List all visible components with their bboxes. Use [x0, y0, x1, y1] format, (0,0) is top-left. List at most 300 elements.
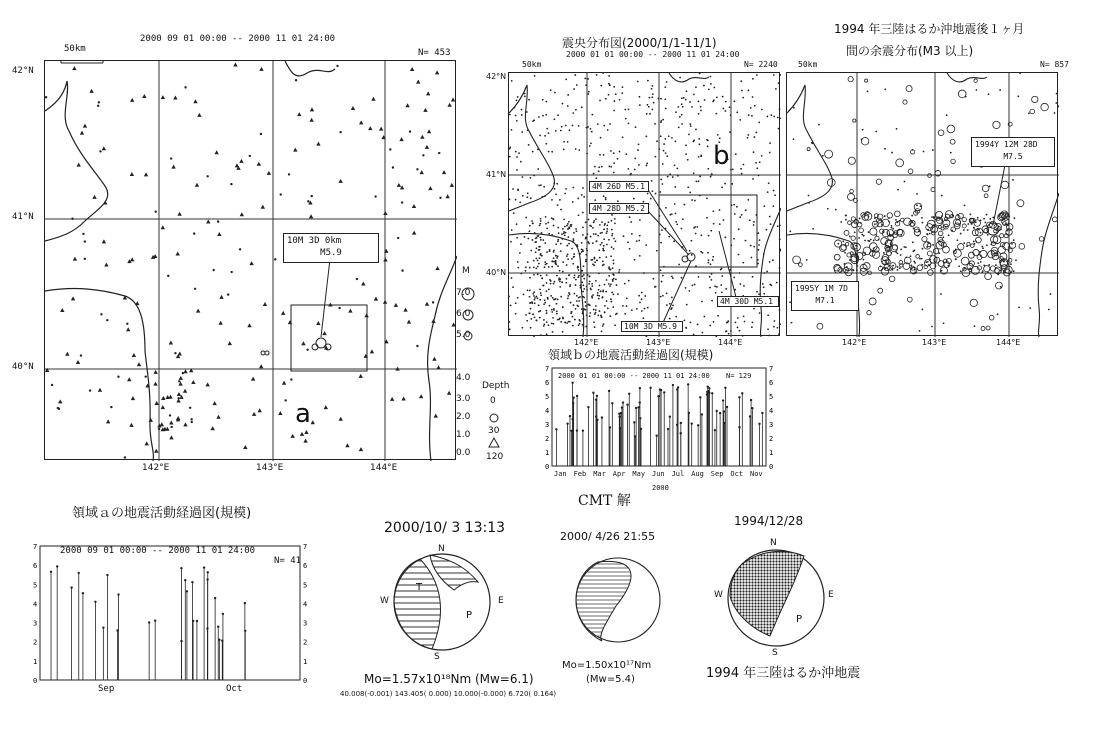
epicenter-mark	[622, 305, 624, 307]
epicenter-mark	[921, 258, 923, 260]
epicenter-mark	[651, 109, 653, 111]
epicenter-mark	[260, 133, 262, 135]
epicenter-mark	[611, 235, 613, 237]
epicenter-mark	[539, 249, 541, 251]
epicenter-mark	[339, 131, 341, 133]
event-head	[596, 395, 598, 397]
epicenter-mark	[922, 222, 924, 224]
epicenter-mark	[600, 232, 602, 234]
epicenter-mark	[758, 244, 760, 246]
epicenter-mark	[617, 293, 619, 295]
epicenter-mark	[789, 230, 791, 232]
epicenter-mark	[306, 348, 308, 350]
epicenter-mark	[662, 295, 664, 297]
epicenter-mark	[401, 397, 405, 401]
epicenter-mark	[191, 380, 195, 384]
legend-m-4: 4.0	[456, 373, 471, 383]
epicenter-mark	[725, 101, 727, 103]
epicenter-mark	[655, 286, 657, 288]
map-c-callout2-line2: M7.1	[815, 296, 835, 305]
epicenter-mark	[695, 181, 697, 183]
epicenter-mark	[661, 183, 663, 185]
epicenter-mark	[681, 277, 683, 279]
epicenter-mark	[213, 269, 215, 271]
y-tick-label: 0	[33, 677, 38, 685]
epicenter-mark	[988, 264, 990, 266]
epicenter-mark	[301, 341, 305, 345]
epicenter-mark	[521, 114, 523, 116]
epicenter-mark	[117, 375, 119, 377]
epicenter-mark	[716, 96, 718, 98]
epicenter-mark	[859, 228, 864, 233]
map-b-region-label: b	[713, 141, 730, 171]
map-c-callout1	[971, 137, 1055, 167]
epicenter-mark	[753, 151, 755, 153]
epicenter-mark	[791, 322, 793, 324]
epicenter-mark	[543, 303, 545, 305]
epicenter-mark	[553, 283, 555, 285]
epicenter-mark	[589, 315, 591, 317]
y-tick-label-right: 1	[303, 657, 308, 666]
y-tick-label: 0	[545, 463, 550, 471]
epicenter-mark	[551, 151, 553, 153]
epicenter-mark	[551, 261, 553, 263]
epicenter-mark	[627, 168, 629, 170]
epicenter-mark	[763, 205, 765, 207]
epicenter-mark	[230, 183, 232, 185]
cmt-sol2-mw: (Mw=5.4)	[586, 674, 635, 685]
epicenter-mark	[673, 240, 675, 242]
epicenter-mark	[585, 259, 587, 261]
epicenter-mark	[605, 98, 607, 100]
epicenter-mark	[579, 253, 581, 255]
epicenter-mark	[582, 291, 584, 293]
epicenter-mark	[535, 237, 537, 239]
epicenter-mark	[576, 295, 578, 297]
epicenter-mark	[687, 159, 689, 161]
epicenter-mark	[293, 148, 297, 152]
epicenter-mark	[559, 199, 561, 201]
epicenter-mark	[553, 308, 555, 310]
epicenter-mark	[747, 199, 749, 201]
epicenter-mark	[533, 336, 535, 337]
map-c-callout2-line1: 1995Y 1M 7D	[795, 284, 848, 293]
epicenter-mark	[647, 80, 649, 82]
epicenter-mark	[130, 257, 134, 261]
event-head	[56, 565, 58, 567]
epicenter-mark	[170, 157, 172, 159]
epicenter-mark	[892, 245, 897, 250]
epicenter-mark	[553, 323, 555, 325]
epicenter-mark	[598, 166, 600, 168]
epicenter-mark	[588, 219, 590, 221]
epicenter-mark	[591, 259, 593, 261]
epicenter-mark	[586, 286, 588, 288]
epicenter-mark	[969, 268, 971, 270]
epicenter-mark	[757, 263, 759, 265]
epicenter-mark	[517, 189, 519, 191]
map-b-scale-label: 50km	[522, 60, 542, 69]
epicenter-mark	[173, 96, 177, 100]
epicenter-mark	[762, 283, 764, 285]
epicenter-mark	[546, 274, 548, 276]
epicenter-mark	[848, 221, 852, 225]
epicenter-mark	[567, 228, 569, 230]
epicenter-mark	[753, 246, 755, 248]
epicenter-mark	[741, 173, 743, 175]
epicenter-mark	[606, 230, 608, 232]
map-b-box3: 4M 30D M5.1	[717, 296, 779, 307]
epicenter-mark	[610, 255, 612, 257]
cmt-sol1-p: P	[466, 610, 473, 621]
epicenter-mark	[537, 168, 539, 170]
epicenter-mark	[522, 176, 524, 178]
epicenter-mark	[530, 308, 532, 310]
epicenter-mark	[533, 291, 535, 293]
epicenter-mark	[679, 116, 681, 118]
epicenter-mark	[575, 284, 577, 286]
epicenter-mark	[695, 128, 697, 130]
epicenter-mark	[447, 391, 451, 395]
epicenter-mark	[980, 261, 982, 263]
epicenter-mark	[288, 173, 290, 175]
epicenter-mark	[651, 88, 653, 90]
y-tick-label-right: 0	[303, 677, 308, 685]
epicenter-mark	[536, 247, 538, 249]
epicenter-mark	[808, 195, 810, 197]
event-head	[582, 429, 584, 431]
epicenter-mark	[575, 279, 577, 281]
epicenter-mark	[681, 228, 683, 230]
epicenter-mark	[510, 305, 512, 307]
epicenter-mark	[698, 113, 700, 115]
epicenter-mark	[557, 114, 559, 116]
epicenter-mark	[890, 244, 892, 246]
epicenter-mark	[84, 240, 86, 242]
epicenter-mark	[212, 401, 216, 405]
epicenter-mark	[586, 250, 588, 252]
epicenter-mark	[576, 230, 578, 232]
epicenter-mark	[564, 234, 566, 236]
epicenter-mark	[685, 144, 687, 146]
epicenter-mark	[651, 180, 653, 182]
epicenter-mark	[763, 286, 765, 288]
epicenter-mark	[582, 212, 584, 214]
epicenter-mark	[659, 215, 661, 217]
epicenter-mark	[560, 243, 562, 245]
epicenter-mark	[1039, 237, 1044, 242]
epicenter-mark	[889, 235, 891, 237]
legend-depth-120: 120	[486, 452, 504, 462]
epicenter-mark	[948, 234, 950, 236]
epicenter-mark	[510, 241, 512, 243]
epicenter-mark	[1017, 95, 1019, 97]
epicenter-mark	[595, 218, 597, 220]
epicenter-mark	[555, 263, 557, 265]
epicenter-mark	[808, 202, 810, 204]
event-head	[691, 422, 693, 424]
epicenter-mark	[933, 217, 935, 219]
epicenter-mark	[606, 300, 608, 302]
epicenter-mark	[725, 236, 727, 238]
epicenter-mark	[153, 382, 157, 386]
epicenter-mark	[751, 326, 753, 328]
epicenter-mark	[730, 169, 732, 171]
epicenter-mark	[739, 119, 741, 121]
epicenter-mark	[177, 212, 181, 216]
epicenter-mark	[807, 148, 810, 151]
epicenter-mark	[756, 74, 758, 76]
epicenter-mark	[178, 351, 182, 355]
epicenter-mark	[131, 396, 135, 400]
legend-m-0: 0.0	[456, 448, 471, 458]
epicenter-mark	[867, 310, 871, 314]
epicenter-mark	[938, 231, 943, 236]
epicenter-mark	[295, 79, 297, 81]
epicenter-mark	[974, 220, 981, 227]
epicenter-mark	[706, 217, 708, 219]
epicenter-mark	[197, 113, 201, 117]
epicenter-mark	[683, 97, 685, 99]
epicenter-mark	[780, 74, 781, 76]
epicenter-mark	[524, 236, 526, 238]
epicenter-mark	[938, 252, 940, 254]
event-head	[222, 613, 224, 615]
epicenter-mark	[328, 302, 332, 306]
epicenter-mark	[921, 217, 923, 219]
epicenter-mark	[681, 123, 683, 125]
epicenter-mark	[581, 251, 583, 253]
epicenter-mark	[876, 179, 881, 184]
chart-a-month-sep: Sep	[98, 684, 115, 694]
epicenter-mark	[817, 323, 823, 329]
epicenter-mark	[196, 309, 200, 313]
epicenter-mark	[698, 138, 700, 140]
epicenter-mark	[612, 306, 614, 308]
epicenter-mark	[627, 241, 629, 243]
epicenter-mark	[1013, 270, 1015, 272]
epicenter-mark	[614, 222, 616, 224]
epicenter-mark	[614, 324, 616, 326]
epicenter-mark	[695, 265, 697, 267]
epicenter-mark	[558, 319, 560, 321]
epicenter-mark	[728, 333, 730, 335]
epicenter-mark	[605, 197, 607, 199]
epicenter-mark	[189, 407, 191, 409]
epicenter-mark	[568, 274, 570, 276]
epicenter-mark	[205, 382, 209, 386]
epicenter-mark	[714, 285, 716, 287]
epicenter-mark	[572, 187, 574, 189]
epicenter-mark	[533, 274, 535, 276]
epicenter-mark	[609, 84, 611, 86]
epicenter-mark	[677, 106, 679, 108]
epicenter-mark	[660, 242, 662, 244]
epicenter-mark	[723, 219, 725, 221]
epicenter-mark	[588, 304, 590, 306]
epicenter-mark	[431, 319, 435, 323]
event-head	[576, 395, 578, 397]
epicenter-mark	[529, 312, 531, 314]
epicenter-mark	[758, 293, 760, 295]
epicenter-mark	[555, 255, 557, 257]
epicenter-mark	[583, 265, 585, 267]
epicenter-mark	[693, 172, 695, 174]
map-b-box4: 10M 3D M5.9	[621, 321, 683, 332]
map-a-lat-41: 41°N	[12, 212, 34, 222]
epicenter-mark	[623, 235, 625, 237]
epicenter-mark	[569, 227, 571, 229]
epicenter-mark	[571, 248, 573, 250]
epicenter-mark	[557, 299, 559, 301]
event-head	[680, 422, 682, 424]
epicenter-mark	[547, 222, 549, 224]
epicenter-mark	[249, 155, 251, 157]
epicenter-mark	[169, 435, 173, 439]
epicenter-mark	[717, 315, 719, 317]
epicenter-mark	[903, 100, 907, 104]
epicenter-mark	[726, 330, 728, 332]
epicenter-mark	[641, 292, 643, 294]
legend-m-6: 6.0	[456, 309, 471, 319]
epicenter-mark	[696, 226, 698, 228]
epicenter-mark	[560, 130, 562, 132]
epicenter-mark	[756, 167, 758, 169]
epicenter-mark	[599, 100, 601, 102]
event-head	[714, 429, 716, 431]
epicenter-mark	[1028, 112, 1030, 114]
epicenter-mark	[645, 336, 647, 337]
epicenter-mark	[630, 221, 632, 223]
epicenter-mark	[144, 172, 148, 176]
epicenter-mark	[604, 224, 606, 226]
chart-b-month-label: Sep	[710, 470, 724, 478]
epicenter-mark	[588, 91, 590, 93]
epicenter-mark	[529, 290, 531, 292]
epicenter-mark	[910, 255, 912, 257]
epicenter-mark	[183, 422, 187, 426]
event-head	[180, 640, 182, 642]
epicenter-mark	[573, 293, 575, 295]
epicenter-mark	[844, 252, 846, 254]
epicenter-mark	[666, 292, 668, 294]
epicenter-mark	[304, 430, 308, 434]
cmt-sol3-dir-s: S	[772, 648, 778, 658]
epicenter-mark	[581, 248, 583, 250]
epicenter-mark	[697, 100, 699, 102]
epicenter-mark	[587, 274, 589, 276]
epicenter-mark	[608, 268, 610, 270]
epicenter-mark	[586, 314, 588, 316]
epicenter-mark	[561, 281, 563, 283]
epicenter-mark	[515, 115, 517, 117]
epicenter-mark	[573, 232, 575, 234]
epicenter-mark	[741, 90, 743, 92]
epicenter-mark	[916, 204, 918, 206]
epicenter-mark	[761, 109, 763, 111]
epicenter-mark	[513, 212, 515, 214]
epicenter-mark	[282, 381, 286, 385]
epicenter-mark	[686, 304, 688, 306]
epicenter-mark	[699, 73, 701, 74]
epicenter-mark	[300, 432, 304, 436]
epicenter-mark	[594, 326, 596, 328]
epicenter-mark	[636, 308, 638, 310]
map-c-count: N= 857	[1040, 60, 1069, 69]
epicenter-mark	[603, 228, 605, 230]
epicenter-mark	[779, 224, 781, 226]
epicenter-mark	[951, 159, 955, 163]
epicenter-mark	[700, 106, 702, 108]
epicenter-mark	[72, 66, 76, 70]
epicenter-mark	[985, 273, 992, 280]
epicenter-mark	[711, 173, 713, 175]
event-head	[699, 396, 701, 398]
event-head	[608, 390, 610, 392]
epicenter-mark	[154, 449, 158, 453]
epicenter-mark	[629, 174, 631, 176]
epicenter-mark	[638, 164, 640, 166]
epicenter-mark	[599, 285, 601, 287]
epicenter-mark	[538, 257, 540, 259]
epicenter-mark	[986, 326, 990, 330]
epicenter-mark	[859, 217, 861, 219]
epicenter-mark	[681, 114, 683, 116]
epicenter-mark	[359, 374, 363, 378]
epicenter-mark	[616, 284, 618, 286]
epicenter-mark	[674, 141, 676, 143]
epicenter-mark	[521, 327, 523, 329]
epicenter-mark	[773, 190, 775, 192]
epicenter-mark	[694, 284, 696, 286]
epicenter-mark	[575, 148, 577, 150]
epicenter-mark	[711, 300, 713, 302]
epicenter-mark	[708, 88, 710, 90]
epicenter-mark	[595, 240, 597, 242]
epicenter-mark	[793, 107, 795, 109]
epicenter-mark	[662, 119, 664, 121]
epicenter-mark	[981, 272, 983, 274]
event-head	[751, 407, 753, 409]
epicenter-mark	[590, 225, 592, 227]
epicenter-mark	[713, 99, 715, 101]
epicenter-mark	[844, 263, 846, 265]
epicenter-mark	[515, 151, 517, 153]
epicenter-mark	[420, 135, 424, 139]
epicenter-mark	[739, 216, 741, 218]
epicenter-mark	[940, 293, 942, 295]
epicenter-mark	[548, 324, 550, 326]
epicenter-mark	[646, 165, 648, 167]
epicenter-mark	[595, 312, 597, 314]
epicenter-mark	[442, 170, 446, 174]
epicenter-mark	[572, 125, 574, 127]
epicenter-mark	[397, 237, 399, 239]
epicenter-mark	[769, 216, 771, 218]
epicenter-mark	[875, 131, 877, 133]
event-head	[566, 422, 568, 424]
epicenter-mark	[550, 295, 552, 297]
epicenter-mark	[608, 283, 610, 285]
epicenter-mark	[554, 188, 556, 190]
epicenter-mark	[560, 209, 562, 211]
y-tick-label-right: 7	[303, 543, 308, 551]
epicenter-mark	[767, 314, 769, 316]
epicenter-mark	[856, 265, 858, 267]
epicenter-mark	[1012, 179, 1014, 181]
epicenter-mark	[532, 151, 534, 153]
epicenter-mark	[571, 316, 573, 318]
